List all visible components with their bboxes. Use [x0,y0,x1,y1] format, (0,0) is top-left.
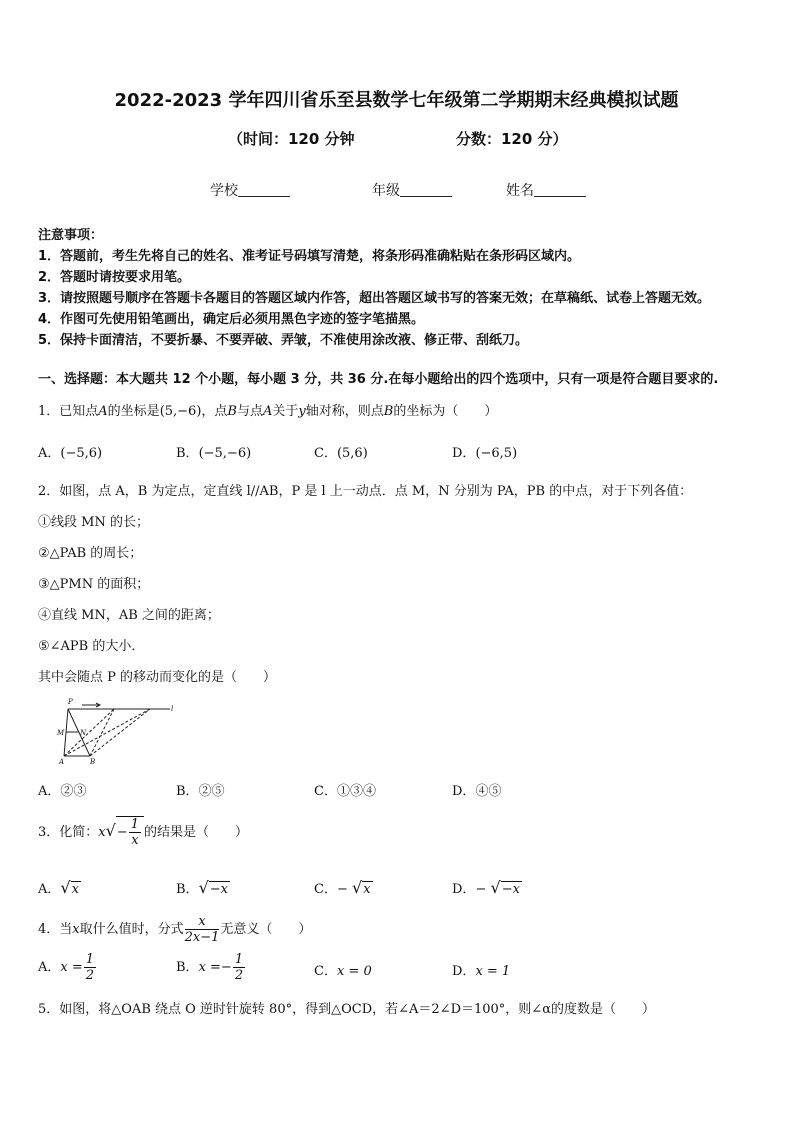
school-field [210,180,290,200]
school-blank[interactable] [238,182,290,197]
q3-option-a[interactable]: A．√x [38,878,79,897]
q1-option-d[interactable]: D．(−6,5) [452,446,518,461]
q2-ask: 其中会随点 P 的移动而变化的是（ ） [38,670,277,685]
q1-option-a[interactable]: A．(−5,6) [38,446,103,461]
dashed-b2 [90,709,150,756]
label-b: B [90,758,96,766]
q2-item-2: ②△PAB 的周长； [38,546,143,561]
section-heading: 一、选择题：本大题共 12 个小题，每小题 3 分，共 36 分.在每小题给出的四个选项中，只有一项是符合题目要求的. [38,372,719,387]
question-3-stem: 3．化简：x√− $\frac{1}{x}$ 的结果是（ ） [38,817,249,848]
q4-option-c[interactable]: C．x = 0 [314,964,372,979]
dashed-b1 [90,709,114,756]
q2-option-d[interactable]: D．④⑤ [452,784,502,799]
label-a: A [59,758,65,766]
question-4-stem: 4．当x取什么值时，分式 $\frac{x}{2x-1}$ 无意义（ ） [38,914,312,945]
name-blank[interactable] [534,182,586,197]
label-l: l [171,705,174,713]
exam-score: 分数：120 分） [456,130,568,148]
question-1-stem: 1．已知点A的坐标是(5,−6)，点B与点A关于y轴对称，则点B的坐标为（ ） [38,404,498,419]
name-label: 姓名 [506,183,534,199]
grade-field [372,180,452,200]
q4-option-a[interactable]: A．x = $\frac{1}{2}$ [38,952,95,983]
q3-option-d[interactable]: D．− √−x [452,878,520,897]
q4-option-d[interactable]: D．x = 1 [452,964,511,979]
label-n: N [80,729,87,737]
notice-item-2: 2．答题时请按要求用笔。 [38,270,191,285]
exam-time: （时间：120 分钟 [228,130,355,148]
q2-option-a[interactable]: A．②③ [38,784,87,799]
notice-heading: 注意事项： [38,228,104,243]
q1-option-c[interactable]: C．(5,6) [314,446,368,461]
notice-item-5: 5．保持卡面清洁，不要折暴、不要弄破、弄皱，不准使用涂改液、修正带、刮纸刀。 [38,333,529,348]
q2-figure [54,698,178,768]
notice-item-4: 4．作图可先使用铅笔画出，确定后必须用黑色字迹的签字笔描黑。 [38,312,425,327]
q2-option-c[interactable]: C．①③④ [314,784,376,799]
page-title: 2022-2023 学年四川省乐至县数学七年级第二学期期末经典模拟试题 [114,90,679,111]
q2-item-4: ④直线 MN，AB 之间的距离； [38,608,220,623]
question-5-stem: 5．如图，将△OAB 绕点 O 逆时针旋转 80°，得到△OCD，若∠A＝2∠D＝100°，则∠α的度数是（ ） [38,1002,655,1017]
label-m: M [57,729,65,737]
question-2-stem: 2．如图，点 A，B 为定点，定直线 l//AB，P 是 l 上一动点．点 M，N 分别为 PA，PB 的中点，对于下列各值： [38,484,693,499]
q1-option-b[interactable]: B．(−5,−6) [176,446,252,461]
q4-option-b[interactable]: B．x =− $\frac{1}{2}$ [176,952,244,983]
label-p: P [68,698,73,706]
notice-item-3: 3．请按照题号顺序在答题卡各题目的答题区域内作答，超出答题区域书写的答案无效；在草稿纸、试卷上答题无效。 [38,291,711,306]
q2-item-3: ③△PMN 的面积； [38,577,150,592]
school-label: 学校 [210,183,238,199]
q2-item-5: ⑤∠APB 的大小． [38,639,145,654]
q2-item-1: ①线段 MN 的长； [38,515,149,530]
q3-option-c[interactable]: C．− √x [314,878,371,897]
grade-label: 年级 [372,183,400,199]
grade-blank[interactable] [400,182,452,197]
q3-option-b[interactable]: B．√−x [176,878,228,897]
name-field [506,180,586,200]
q3-radical: − $\frac{1}{x}$ [116,816,144,848]
notice-item-1: 1．答题前，考生先将自己的姓名、准考证号码填写清楚，将条形码准确粘贴在条形码区域内。 [38,249,581,264]
q2-option-b[interactable]: B．②⑤ [176,784,225,799]
